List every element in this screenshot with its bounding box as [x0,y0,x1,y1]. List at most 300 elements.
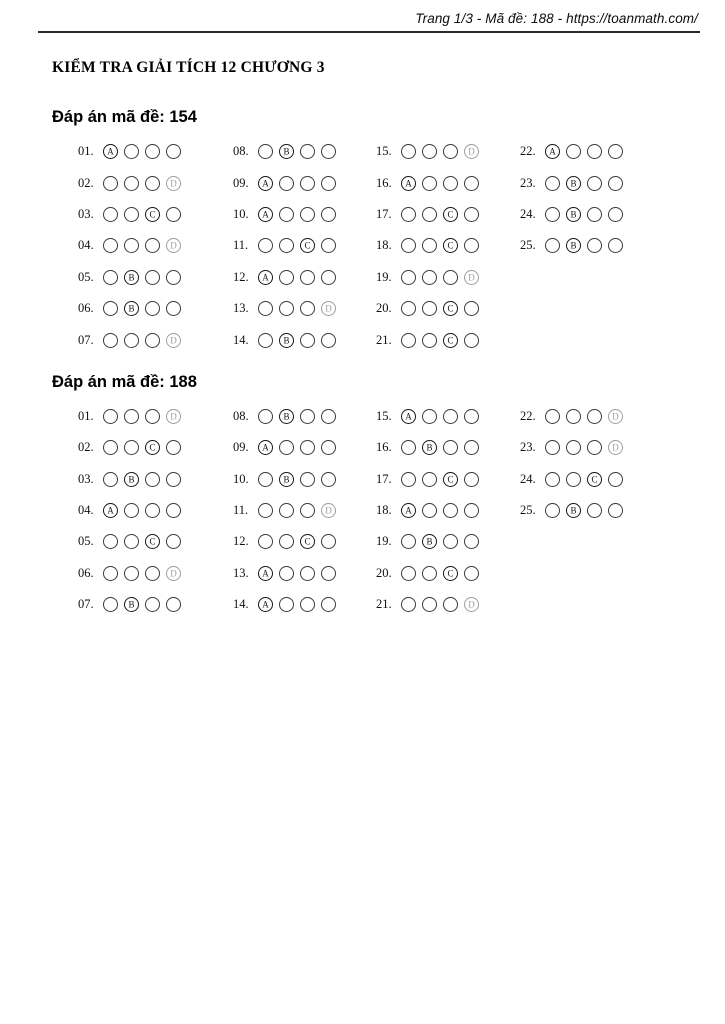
answer-bubble-b [422,238,437,253]
question-row [376,301,520,316]
question-row [78,301,233,316]
marked-answer-letter: B [283,411,290,422]
answer-bubble-d [166,440,181,455]
answer-bubble-b [124,440,139,455]
question-number: 16. [376,440,392,455]
question-row [520,176,670,191]
answer-bubble-a [258,566,273,581]
answer-bubble-b [566,144,581,159]
question-row [376,472,520,487]
marked-answer-letter: A [262,599,269,610]
answer-bubble-d [608,409,623,424]
answer-bubble-b [422,409,437,424]
question-row [376,534,520,549]
question-number: 18. [376,238,392,253]
answer-bubble-d [464,270,479,285]
answer-bubble-b [422,534,437,549]
question-number: 25. [520,238,536,253]
answer-bubble-b [566,440,581,455]
answer-bubble-b [124,144,139,159]
answer-bubble-a [258,409,273,424]
answer-bubble-b [422,270,437,285]
marked-answer-letter: C [447,568,454,579]
answer-bubble-d [321,409,336,424]
marked-answer-letter: D [170,568,177,579]
answer-bubble-a [401,176,416,191]
answer-bubble-b [279,566,294,581]
answer-bubble-c [300,176,315,191]
marked-answer-letter: B [283,146,290,157]
marked-answer-letter: B [128,599,135,610]
answer-bubble-c [300,503,315,518]
question-number: 11. [233,238,249,253]
answer-bubble-d [464,144,479,159]
question-row [233,440,376,455]
answer-bubble-c [145,270,160,285]
question-number: 09. [233,175,249,190]
answer-bubble-d [166,597,181,612]
question-number: 14. [233,332,249,347]
answer-bubble-a [103,270,118,285]
marked-answer-letter: A [262,442,269,453]
marked-answer-letter: B [426,536,433,547]
answer-bubble-a [258,534,273,549]
question-number: 12. [233,534,249,549]
answer-bubble-c [145,176,160,191]
answer-bubble-b [124,534,139,549]
answer-bubble-c [145,333,160,348]
marked-answer-letter: A [107,505,114,516]
answer-bubble-b [279,409,294,424]
answer-bubble-c [145,503,160,518]
answer-bubble-d [608,176,623,191]
answer-bubble-c [587,144,602,159]
question-row [233,301,376,316]
answer-bubble-d [608,144,623,159]
answer-section-154 [0,108,725,356]
question-row [78,409,233,424]
answer-bubble-b [422,333,437,348]
answer-bubble-a [103,409,118,424]
answer-bubble-c [145,207,160,222]
answer-bubble-c [443,597,458,612]
answer-bubble-d [321,207,336,222]
marked-answer-letter: C [447,335,454,346]
marked-answer-letter: D [170,335,177,346]
question-number: 04. [78,503,94,518]
question-number: 22. [520,144,536,159]
question-row [233,566,376,581]
answer-bubble-a [103,503,118,518]
marked-answer-letter: D [468,272,475,283]
answer-bubble-a [103,144,118,159]
question-number: 14. [233,597,249,612]
answer-bubble-a [401,409,416,424]
question-number: 23. [520,175,536,190]
answer-bubble-d [608,472,623,487]
answer-bubble-b [124,301,139,316]
question-row [78,440,233,455]
answer-bubble-a [401,597,416,612]
answer-bubble-a [545,144,560,159]
answer-bubble-c [300,207,315,222]
marked-answer-letter: A [405,505,412,516]
marked-answer-letter: B [570,505,577,516]
question-number: 06. [78,301,94,316]
question-number: 23. [520,440,536,455]
marked-answer-letter: C [304,536,311,547]
answer-bubble-d [166,534,181,549]
marked-answer-letter: C [591,474,598,485]
answer-bubble-c [587,472,602,487]
page-header [38,0,700,33]
question-row [78,238,233,253]
answer-bubble-a [103,176,118,191]
answer-bubble-c [145,440,160,455]
answer-bubble-b [422,503,437,518]
answer-bubble-d [464,472,479,487]
question-row [233,333,376,348]
answer-bubble-c [443,440,458,455]
answer-bubble-c [587,238,602,253]
answer-bubble-a [401,301,416,316]
question-number: 15. [376,408,392,423]
answer-bubble-b [279,503,294,518]
marked-answer-letter: A [549,146,556,157]
question-number: 07. [78,332,94,347]
answer-bubble-a [103,238,118,253]
answer-bubble-c [300,333,315,348]
question-row [376,144,520,159]
answer-bubble-a [103,472,118,487]
question-number: 06. [78,565,94,580]
answer-bubble-a [258,597,273,612]
question-number: 25. [520,503,536,518]
marked-answer-letter: A [405,411,412,422]
question-row [233,207,376,222]
answer-bubble-c [300,144,315,159]
answer-bubble-c [443,144,458,159]
answer-bubble-a [258,270,273,285]
question-row [78,207,233,222]
question-row [520,207,670,222]
answer-bubble-a [258,176,273,191]
marked-answer-letter: D [325,505,332,516]
marked-answer-letter: C [149,209,156,220]
marked-answer-letter: D [612,442,619,453]
answer-bubble-b [279,176,294,191]
question-row [78,176,233,191]
answer-bubble-d [321,503,336,518]
answer-bubble-a [103,333,118,348]
answer-bubble-d [166,144,181,159]
marked-answer-letter: B [570,178,577,189]
marked-answer-letter: D [170,178,177,189]
question-number: 19. [376,534,392,549]
answer-bubble-b [124,409,139,424]
marked-answer-letter: B [128,303,135,314]
question-number: 03. [78,206,94,221]
answer-bubble-a [258,503,273,518]
answer-bubble-d [608,238,623,253]
question-row [520,472,670,487]
question-row [376,238,520,253]
question-number: 09. [233,440,249,455]
question-number: 08. [233,408,249,423]
question-row [78,144,233,159]
answer-bubble-b [422,207,437,222]
answer-bubble-b [124,270,139,285]
question-row [78,534,233,549]
question-row [233,270,376,285]
marked-answer-letter: D [170,240,177,251]
section-heading-188: Đáp án mã đề: 188 [52,372,197,391]
answer-bubble-c [145,409,160,424]
question-number: 05. [78,269,94,284]
answer-bubble-c [587,503,602,518]
answer-bubble-b [422,176,437,191]
answer-bubble-a [258,472,273,487]
question-number: 21. [376,332,392,347]
answer-bubble-b [124,333,139,348]
answer-bubble-d [608,440,623,455]
marked-answer-letter: B [128,474,135,485]
answer-bubble-a [258,301,273,316]
answer-bubble-a [103,534,118,549]
question-row [233,503,376,518]
marked-answer-letter: C [447,209,454,220]
answer-bubble-c [300,597,315,612]
answer-bubble-c [145,301,160,316]
answer-bubble-b [124,503,139,518]
answer-bubble-b [279,238,294,253]
question-number: 20. [376,565,392,580]
answer-bubble-d [321,144,336,159]
answer-bubble-c [300,534,315,549]
question-row [233,597,376,612]
question-row [78,333,233,348]
answer-bubble-a [401,207,416,222]
answer-bubble-a [545,472,560,487]
answer-bubble-d [321,333,336,348]
answer-bubble-a [401,238,416,253]
question-row [376,409,520,424]
answer-bubble-b [124,597,139,612]
answer-bubble-a [258,333,273,348]
question-row [78,270,233,285]
answer-bubble-c [443,207,458,222]
answer-bubble-b [124,207,139,222]
marked-answer-letter: D [170,411,177,422]
answer-bubble-b [279,534,294,549]
answer-bubble-b [566,238,581,253]
answer-grid-188 [78,401,725,621]
question-number: 02. [78,175,94,190]
answer-bubble-d [321,597,336,612]
answer-section-188 [0,373,725,621]
answer-bubble-b [124,238,139,253]
answer-bubble-a [545,238,560,253]
answer-bubble-a [545,176,560,191]
question-number: 10. [233,206,249,221]
page-header-text: Trang 1/3 - Mã đề: 188 - https://toanmath.com/ [415,11,698,26]
answer-bubble-b [279,207,294,222]
marked-answer-letter: B [570,240,577,251]
question-number: 17. [376,471,392,486]
question-number: 08. [233,144,249,159]
answer-bubble-d [464,333,479,348]
answer-bubble-a [545,440,560,455]
answer-bubble-c [145,472,160,487]
marked-answer-letter: D [468,146,475,157]
answer-bubble-c [443,333,458,348]
question-number: 22. [520,408,536,423]
answer-bubble-d [464,238,479,253]
answer-bubble-c [145,144,160,159]
answer-bubble-b [566,176,581,191]
answer-bubble-a [401,270,416,285]
section-heading-154: Đáp án mã đề: 154 [52,108,197,126]
answer-bubble-b [124,176,139,191]
question-row [376,176,520,191]
marked-answer-letter: A [262,209,269,220]
answer-bubble-b [422,472,437,487]
answer-bubble-c [300,270,315,285]
answer-bubble-d [166,207,181,222]
question-row [376,440,520,455]
answer-bubble-c [300,472,315,487]
answer-bubble-c [587,440,602,455]
marked-answer-letter: D [325,303,332,314]
answer-bubble-a [401,144,416,159]
answer-bubble-d [321,566,336,581]
answer-bubble-a [103,440,118,455]
answer-bubble-c [443,270,458,285]
marked-answer-letter: D [612,411,619,422]
answer-bubble-c [300,409,315,424]
answer-bubble-c [145,566,160,581]
answer-bubble-d [321,176,336,191]
answer-bubble-a [103,207,118,222]
question-number: 16. [376,175,392,190]
question-number: 03. [78,471,94,486]
question-number: 13. [233,565,249,580]
answer-bubble-c [587,207,602,222]
question-row [233,176,376,191]
answer-bubble-d [464,440,479,455]
question-number: 24. [520,471,536,486]
answer-bubble-d [321,238,336,253]
marked-answer-letter: B [570,209,577,220]
question-number: 12. [233,269,249,284]
question-row [376,597,520,612]
answer-bubble-b [279,301,294,316]
answer-bubble-b [279,333,294,348]
marked-answer-letter: A [262,272,269,283]
answer-bubble-b [566,409,581,424]
question-number: 20. [376,301,392,316]
marked-answer-letter: C [447,474,454,485]
answer-bubble-b [422,566,437,581]
marked-answer-letter: A [405,178,412,189]
answer-bubble-d [321,301,336,316]
marked-answer-letter: C [149,442,156,453]
marked-answer-letter: C [304,240,311,251]
question-row [78,566,233,581]
answer-bubble-b [422,301,437,316]
question-row [376,270,520,285]
answer-bubble-c [145,597,160,612]
marked-answer-letter: C [149,536,156,547]
question-number: 19. [376,269,392,284]
answer-bubble-b [422,144,437,159]
answer-bubble-d [166,503,181,518]
question-row [233,238,376,253]
answer-bubble-c [300,301,315,316]
answer-bubble-b [566,472,581,487]
answer-bubble-a [258,238,273,253]
answer-bubble-a [258,207,273,222]
question-number: 24. [520,206,536,221]
question-row [233,472,376,487]
answer-bubble-c [443,566,458,581]
answer-bubble-b [422,597,437,612]
answer-bubble-a [103,301,118,316]
answer-bubble-d [166,238,181,253]
question-number: 02. [78,440,94,455]
marked-answer-letter: B [283,335,290,346]
answer-bubble-a [258,440,273,455]
answer-bubble-c [145,238,160,253]
question-row [233,409,376,424]
marked-answer-letter: C [447,240,454,251]
answer-bubble-d [464,301,479,316]
answer-bubble-c [443,409,458,424]
question-row [520,144,670,159]
question-number: 01. [78,144,94,159]
question-row [520,440,670,455]
answer-bubble-c [300,566,315,581]
answer-bubble-d [166,301,181,316]
answer-bubble-c [300,440,315,455]
answer-bubble-a [401,566,416,581]
question-number: 18. [376,503,392,518]
answer-bubble-d [464,409,479,424]
answer-bubble-d [166,472,181,487]
marked-answer-letter: D [468,599,475,610]
question-number: 15. [376,144,392,159]
answer-bubble-c [443,301,458,316]
question-number: 21. [376,597,392,612]
answer-bubble-b [124,472,139,487]
answer-bubble-a [103,566,118,581]
document-title: KIỂM TRA GIẢI TÍCH 12 CHƯƠNG 3 [52,59,325,76]
answer-bubble-d [464,534,479,549]
answer-bubble-c [443,176,458,191]
marked-answer-letter: B [128,272,135,283]
answer-bubble-c [587,176,602,191]
marked-answer-letter: A [262,568,269,579]
question-row [376,207,520,222]
answer-bubble-d [166,566,181,581]
question-number: 01. [78,408,94,423]
question-row [376,566,520,581]
answer-bubble-c [443,503,458,518]
answer-bubble-c [145,534,160,549]
answer-bubble-d [166,176,181,191]
answer-bubble-b [279,597,294,612]
question-number: 13. [233,301,249,316]
